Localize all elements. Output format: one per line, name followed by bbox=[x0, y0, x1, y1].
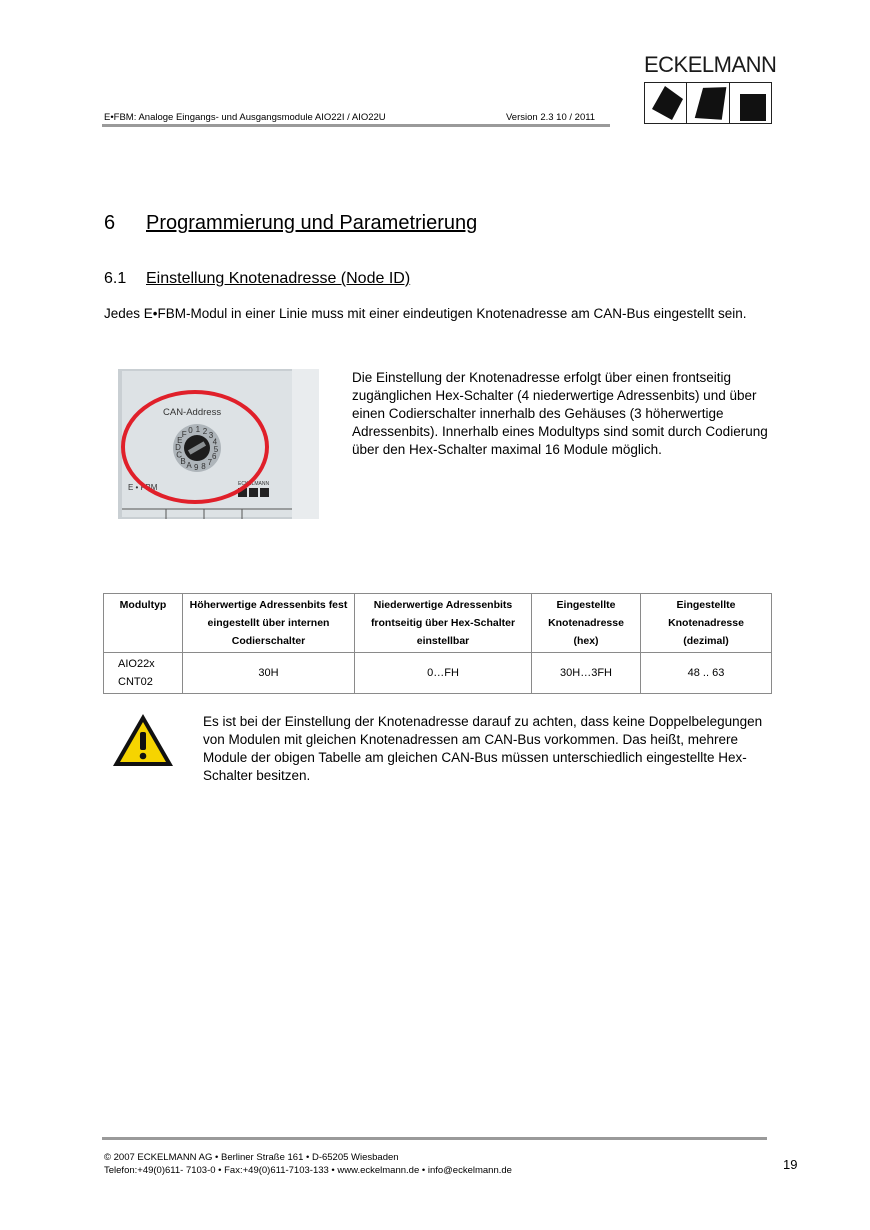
section-heading bbox=[104, 212, 478, 235]
eckelmann-logo-icon bbox=[644, 82, 772, 124]
dial-char: B bbox=[180, 456, 186, 466]
table-row bbox=[104, 653, 772, 694]
page-number: 19 bbox=[783, 1157, 798, 1172]
footer-contact: Telefon:+49(0)611- 7103-0 • Fax:+49(0)611-7103-133 • www.eckelmann.de • info@eckelmann.de bbox=[104, 1165, 512, 1176]
cell-hex: 30H…3FH bbox=[532, 653, 641, 694]
dial-char: 3 bbox=[208, 431, 214, 441]
dial-char: C bbox=[176, 450, 182, 460]
warning-triangle-icon bbox=[111, 712, 175, 768]
header-rule bbox=[102, 124, 610, 127]
dial-char: 4 bbox=[212, 437, 218, 447]
dial-char: A bbox=[186, 461, 192, 471]
photo-small-logo-text: ECKELMANN bbox=[238, 481, 270, 487]
col-header-modultyp: Modultyp bbox=[104, 594, 183, 653]
dial-char: 7 bbox=[207, 458, 213, 467]
table-header-row bbox=[104, 594, 772, 653]
col-header-dec: Eingestellte Knotenadresse (dezimal) bbox=[641, 594, 772, 653]
subsection-heading bbox=[104, 270, 411, 288]
header-doc-title: E•FBM: Analoge Eingangs- und Ausgangsmodule AIO22I / AIO22U bbox=[104, 112, 386, 123]
cell-dec: 48 .. 63 bbox=[641, 653, 772, 694]
dial-char: F bbox=[181, 430, 187, 439]
cell-low-bits: 0…FH bbox=[355, 653, 532, 694]
cell-modultyp-line1: AIO22x bbox=[118, 658, 155, 670]
address-table bbox=[103, 593, 772, 694]
photo-can-label: CAN-Address bbox=[163, 407, 222, 418]
dial-char: 9 bbox=[193, 463, 199, 472]
section-title: Programmierung und Parametrierung bbox=[146, 212, 478, 234]
dial-char: D bbox=[175, 443, 181, 453]
logo-text: ECKELMANN bbox=[644, 52, 777, 77]
col-header-high-bits: Höherwertige Adressenbits fest eingestellt über internen Codierschalter bbox=[183, 594, 355, 653]
col-header-low-bits: Niederwertige Adressenbits frontseitig über Hex-Schalter einstellbar bbox=[355, 594, 532, 653]
subsection-number: 6.1 bbox=[104, 270, 127, 287]
cell-high-bits: 30H bbox=[183, 653, 355, 694]
cell-modultyp-line2: CNT02 bbox=[118, 676, 153, 688]
dial-char: 8 bbox=[201, 461, 206, 471]
photo-module-text: E • FBM bbox=[128, 483, 158, 492]
dial-char: 6 bbox=[211, 452, 217, 461]
footer-rule bbox=[102, 1137, 767, 1140]
cell-modultyp bbox=[104, 653, 183, 694]
can-address-switch-photo bbox=[118, 369, 319, 519]
warning-text: Es ist bei der Einstellung der Knotenadresse darauf zu achten, dass keine Doppelbelegungen von Modulen mit gleichen Knotenadressen am CAN-Bus vorkommen. Das heißt, mehrere Module der obigen Tabelle am gleichen CAN-Bus müssen unterschiedlich eingestellte Hex-Schalter besitzen. bbox=[203, 714, 763, 783]
dial-char: 5 bbox=[213, 444, 219, 454]
switch-description: Die Einstellung der Knotenadresse erfolgt über einen frontseitig zugänglichen Hex-Schalter (4 niederwertige Adressenbits) und über einen Codierschalter innerhalb des Gehäuses (3 höherwertige Adressenbits). Innerhalb eines Modultyps sind somit durch Codierung über den Hex-Schalter maximal 16 Module möglich. bbox=[352, 370, 768, 457]
dial-char: 2 bbox=[202, 426, 208, 436]
col-header-hex: Eingestellte Knotenadresse (hex) bbox=[532, 594, 641, 653]
dial-char: E bbox=[177, 436, 183, 445]
intro-paragraph: Jedes E•FBM-Modul in einer Linie muss mit einer eindeutigen Knotenadresse am CAN-Bus eingestellt sein. bbox=[104, 306, 747, 321]
footer-address: © 2007 ECKELMANN AG • Berliner Straße 161 • D-65205 Wiesbaden bbox=[104, 1152, 399, 1163]
subsection-title: Einstellung Knotenadresse (Node ID) bbox=[146, 270, 411, 287]
dial-char: 0 bbox=[188, 426, 193, 436]
header-version: Version 2.3 10 / 2011 bbox=[506, 112, 596, 123]
section-number: 6 bbox=[104, 212, 116, 234]
dial-char: 1 bbox=[195, 425, 201, 434]
